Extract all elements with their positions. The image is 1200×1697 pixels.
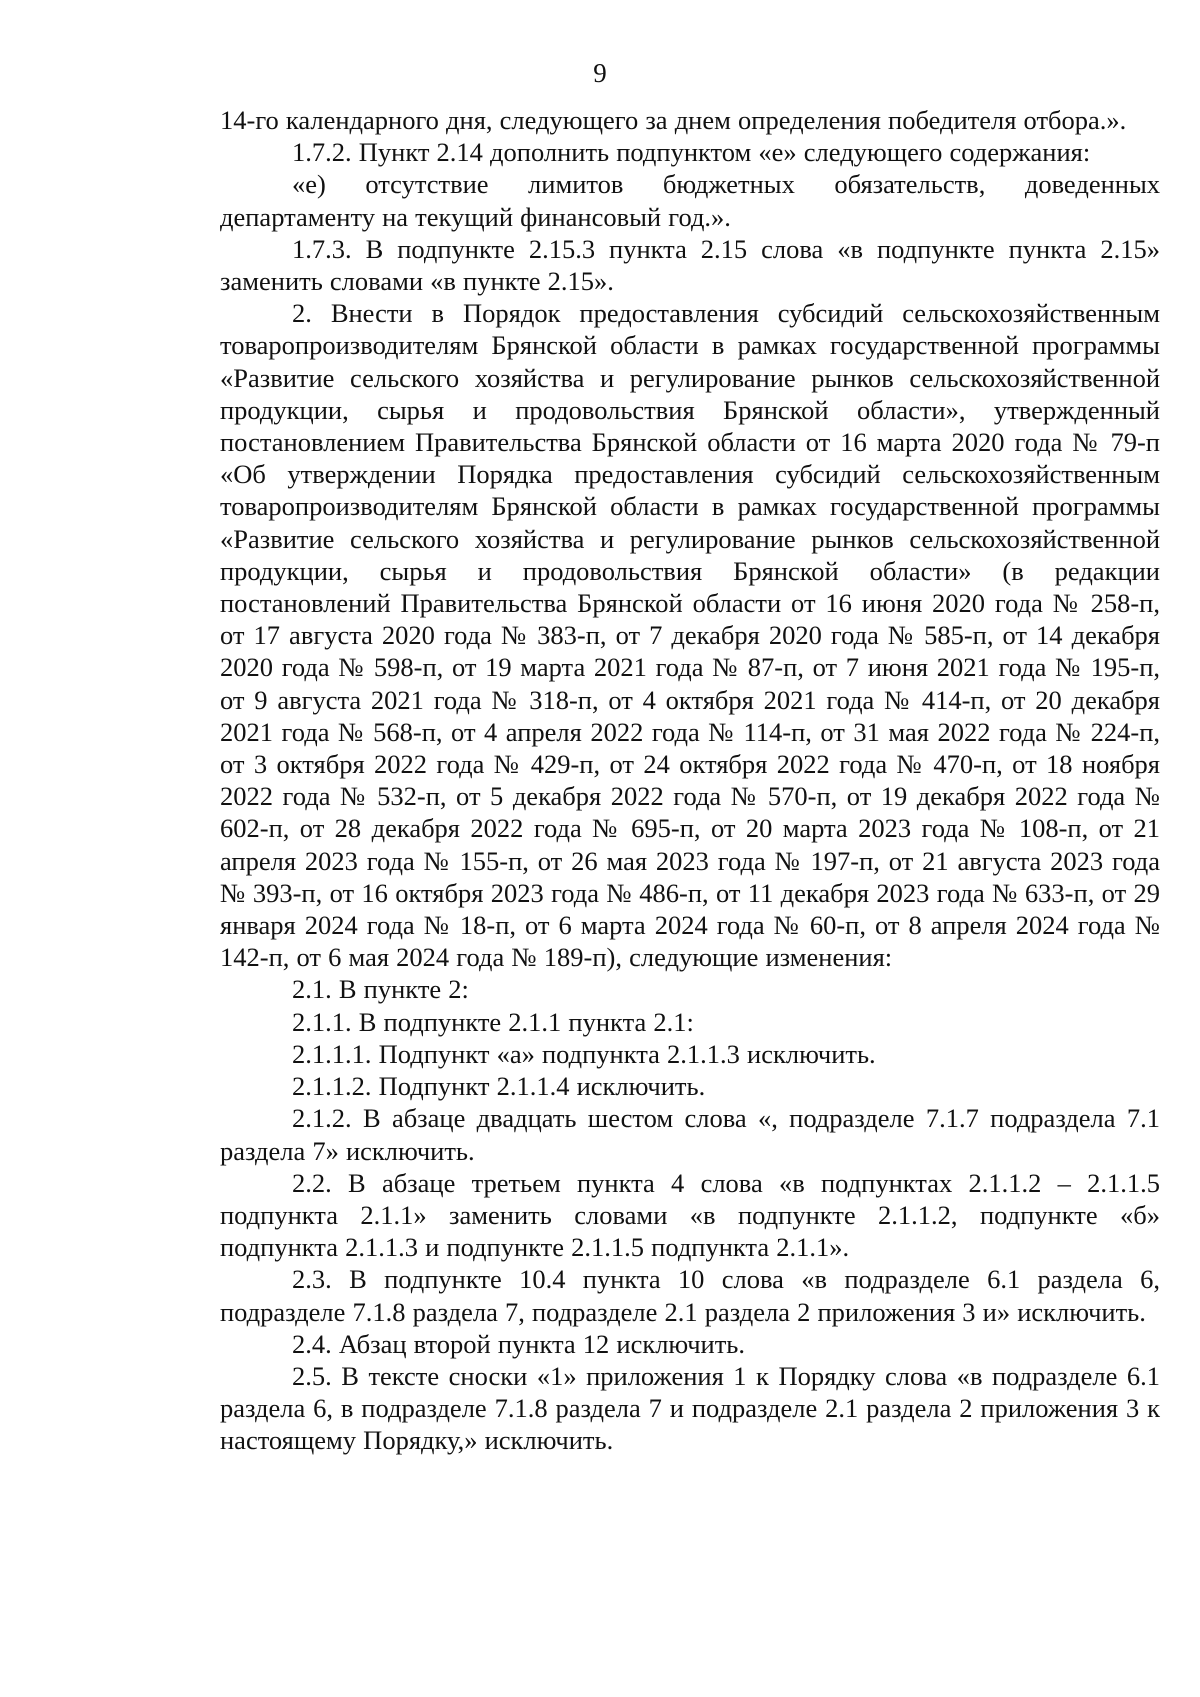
paragraph-2-1-1: 2.1.1. В подпункте 2.1.1 пункта 2.1: (292, 1006, 694, 1037)
paragraph-continuation: 14-го календарного дня, следующего за днем определения победителя отбора.». (220, 105, 1127, 135)
paragraph-1-7-3: 1.7.3. В подпункте 2.15.3 пункта 2.15 слова «в подпункте пункта 2.15» заменить словами «в пункте 2.15». (220, 233, 1160, 297)
paragraph-2-1: 2.1. В пункте 2: (292, 974, 469, 1005)
paragraph-2-1-2: 2.1.2. В абзаце двадцать шестом слова «, подразделе 7.1.7 подраздела 7.1 раздела 7» исключить. (220, 1103, 1160, 1166)
paragraph-2-3: 2.3. В подпункте 10.4 пункта 10 слова «в подразделе 6.1 раздела 6, подразделе 7.1.8 раздела 7, подразделе 2.1 раздела 2 приложения 3 и» исключить. (220, 1264, 1160, 1327)
paragraph-2-5: 2.5. В тексте сноски «1» приложения 1 к Порядку слова «в подразделе 6.1 раздела 6, в подразделе 7.1.8 раздела 7 и подразделе 2.1 раздела 2 приложения 3 к настоящему Порядку,» исключить. (220, 1360, 1160, 1456)
document-body (220, 104, 1160, 1457)
paragraph-subitem-e: «е) отсутствие лимитов бюджетных обязательств, доведенных департаменту на текущий финансовый год.». (220, 169, 1160, 232)
paragraph-2-4: 2.4. Абзац второй пункта 12 исключить. (292, 1328, 746, 1359)
paragraph-1-7-2: 1.7.2. Пункт 2.14 дополнить подпунктом «е» следующего содержания: (292, 137, 1091, 168)
paragraph-2-1-1-1: 2.1.1.1. Подпункт «а» подпункта 2.1.1.3 исключить. (292, 1038, 876, 1069)
paragraph-2-2: 2.2. В абзаце третьем пункта 4 слова «в подпунктах 2.1.1.2 – 2.1.1.5 подпункта 2.1.1» заменить словами «в подпункте 2.1.1.2, подпункте «б» подпункта 2.1.1.3 и подпункте 2.1.1.5 подпункта 2.1.1». (220, 1167, 1160, 1263)
paragraph-2-1-1-2: 2.1.1.2. Подпункт 2.1.1.4 исключить. (292, 1071, 706, 1102)
paragraph-2: 2. Внести в Порядок предоставления субсидий сельскохозяйственным товаропроизводителям Брянской области в рамках государственной программы «Развитие сельского хозяйства и регулирование рынков сельскохозяйственной продукции, сырья и продовольствия Брянской области», утвержденный постановлением Правительства Брянской области от 16 марта 2020 года № 79-п «Об утверждении Порядка предоставления субсидий сельскохозяйственным товаропроизводителям Брянской области в рамках государственной программы «Развитие сельского хозяйства и регулирование рынков сельскохозяйственной продукции, сырья и продовольствия Брянской области» (в редакции постановлений Правительства Брянской области от 16 июня 2020 года № 258-п, от 17 августа 2020 года № 383-п, от 7 декабря 2020 года № 585-п, от 14 декабря 2020 года № 598-п, от 19 марта 2021 года № 87-п, от 7 июня 2021 года № 195-п, от 9 августа 2021 года № 318-п, от 4 октября 2021 года № 414-п, от 20 декабря 2021 года № 568-п, от 4 апреля 2022 года № 114-п, от 31 мая 2022 года № 224-п, от 3 октября 2022 года № 429-п, от 24 октября 2022 года № 470-п, от 18 ноября 2022 года № 532-п, от 5 декабря 2022 года № 570-п, от 19 декабря 2022 года № 602-п, от 28 декабря 2022 года № 695-п, от 20 марта 2023 года № 108-п, от 21 апреля 2023 года № 155-п, от 26 мая 2023 года № 197-п, от 21 августа 2023 года № 393-п, от 16 октября 2023 года № 486-п, от 11 декабря 2023 года № 633-п, от 29 января 2024 года № 18-п, от 6 марта 2024 года № 60-п, от 8 апреля 2024 года № 142-п, от 6 мая 2024 года № 189-п), следующие изменения: (220, 298, 1160, 973)
page-number: 9 (593, 58, 607, 88)
